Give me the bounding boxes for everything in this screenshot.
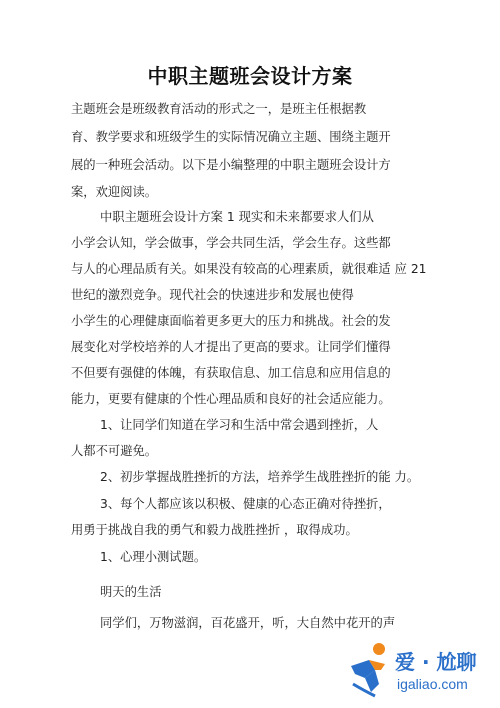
body-line: 展变化对学校培养的人才提出了更高的要求。让同学们懂得 bbox=[71, 340, 391, 354]
body-line: 中职主题班会设计方案 1 现实和未来都要求人们从 bbox=[100, 210, 374, 224]
running-figure-icon bbox=[345, 640, 395, 698]
body-line: 用勇于挑战自我的勇气和毅力战胜挫折 ，取得成功。 bbox=[71, 523, 358, 537]
body-line: 1、心理小测试题。 bbox=[100, 550, 207, 564]
watermark-logo bbox=[345, 640, 495, 700]
body-line: 案，欢迎阅读。 bbox=[71, 185, 158, 199]
body-line: 能力，更要有健康的个性心理品质和良好的社会适应能力。 bbox=[71, 392, 391, 406]
body-line: 2、初步掌握战胜挫折的方法，培养学生战胜挫折的能 力。 bbox=[100, 470, 420, 484]
body-line: 育、教学要求和班级学生的实际情况确立主题、围绕主题开 bbox=[71, 130, 391, 144]
watermark-domain: igaliao.com bbox=[397, 676, 468, 692]
watermark-brand: 爱 · 尬聊 bbox=[395, 650, 477, 674]
body-line: 3、每个人都应该以积极、健康的心态正确对待挫折， bbox=[100, 497, 391, 511]
body-line: 1、让同学们知道在学习和生活中常会遇到挫折，人 bbox=[100, 418, 379, 432]
body-line: 同学们，万物滋润，百花盛开，听，大自然中花开的声 bbox=[100, 616, 396, 630]
body-line: 小学生的心理健康面临着更多更大的压力和挑战。社会的发 bbox=[71, 314, 391, 328]
body-line: 明天的生活 bbox=[100, 585, 162, 599]
body-line: 小学会认知，学会做事，学会共同生活，学会生存。这些都 bbox=[71, 236, 391, 250]
body-line: 人都不可避免。 bbox=[71, 444, 158, 458]
body-line: 世纪的激烈竞争。现代社会的快速进步和发展也使得 bbox=[71, 288, 354, 302]
document-title: 中职主题班会设计方案 bbox=[147, 64, 353, 88]
body-line: 与人的心理品质有关。如果没有较高的心理素质，就很难适 应 21 bbox=[71, 262, 427, 276]
body-line: 不但要有强健的体魄，有获取信息、加工信息和应用信息的 bbox=[71, 366, 391, 380]
body-line: 展的一种班会活动。以下是小编整理的中职主题班会设计方 bbox=[71, 158, 391, 172]
body-line: 主题班会是班级教育活动的形式之一，是班主任根据教 bbox=[71, 102, 367, 116]
